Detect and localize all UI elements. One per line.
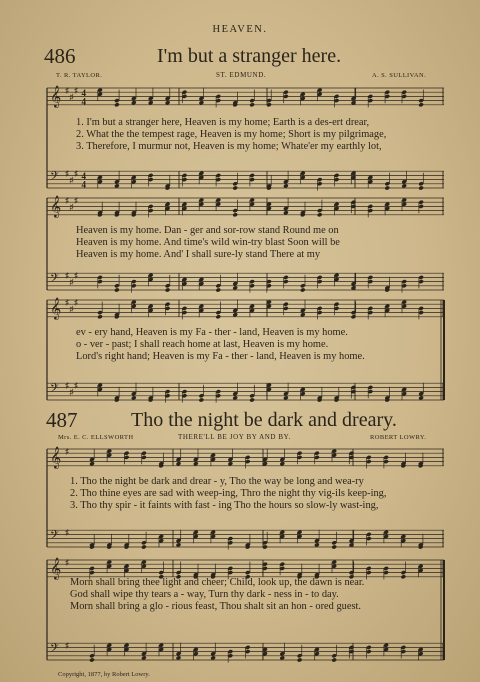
svg-text:♯: ♯	[65, 271, 69, 281]
hymn-title: Tho the night be dark and dreary.	[131, 409, 397, 431]
hymn-author: T. R. TAYLOR.	[56, 72, 103, 79]
lyric-line: 1. I'm but a stranger here, Heaven is my home; Earth is a des-ert drear,	[76, 117, 370, 128]
svg-text:♯: ♯	[74, 169, 78, 179]
copyright-notice: Copyright, 1877, by Robert Lowry.	[58, 671, 150, 678]
svg-text:♯: ♯	[65, 86, 69, 96]
hymn-number: 486	[44, 44, 76, 68]
svg-text:♯: ♯	[65, 196, 69, 206]
svg-text:4: 4	[81, 96, 86, 107]
lyric-line: Lord's right hand; Heaven is my Fa - ther - land, Heaven is my home.	[76, 351, 365, 363]
hymn-number: 487	[46, 408, 78, 432]
hymn-author: Mrs. E. C. ELLSWORTH	[58, 434, 134, 441]
lyric-line: 2. Tho thine eyes are sad with weep-ing, Thro the night thy vig-ils keep-ing,	[70, 488, 387, 500]
svg-text:𝄢: 𝄢	[50, 170, 60, 187]
hymn-tune: THERE'LL BE JOY BY AND BY.	[178, 433, 291, 441]
svg-text:♯: ♯	[65, 298, 69, 308]
lyric-line: Heaven is my home. And' I shall sure-ly stand There at my	[76, 249, 321, 261]
lyric-line: God shall wipe thy tears a - way, Turn thy dark - ness in - to day.	[70, 589, 339, 601]
lyric-line: 1. Tho the night be dark and drear - y, Tho the way be long and wea-ry	[70, 476, 364, 487]
hymn-composer: ROBERT LOWRY.	[370, 434, 427, 441]
lyric-line: ev - ery hand, Heaven is my Fa - ther - land, Heaven is my home.	[76, 327, 348, 338]
svg-text:𝄢: 𝄢	[50, 272, 60, 289]
lyric-line: Heaven is my home. Dan - ger and sor-row stand Round me on	[76, 225, 339, 236]
svg-text:𝄞: 𝄞	[50, 297, 62, 320]
svg-text:𝄞: 𝄞	[50, 85, 62, 108]
lyric-line: 2. What the the tempest rage, Heaven is my home; Short is my pilgrimage,	[76, 129, 387, 141]
svg-text:♯: ♯	[65, 169, 69, 179]
svg-text:♯: ♯	[74, 271, 78, 281]
hymn-composer: A. S. SULLIVAN.	[372, 72, 427, 79]
svg-text:♯: ♯	[74, 298, 78, 308]
svg-text:♯: ♯	[74, 86, 78, 96]
svg-text:4: 4	[81, 87, 86, 98]
lyric-line: Heaven is my home. And time's wild win-try blast Soon will be	[76, 237, 340, 249]
svg-text:𝄢: 𝄢	[50, 529, 60, 546]
section-heading: HEAVEN.	[212, 24, 268, 35]
svg-text:♯: ♯	[69, 304, 74, 314]
svg-text:4: 4	[81, 171, 86, 182]
svg-text:𝄢: 𝄢	[50, 382, 60, 399]
lyric-block	[76, 117, 386, 154]
svg-text:♯: ♯	[74, 381, 78, 391]
lyric-block	[70, 577, 364, 614]
svg-text:4: 4	[81, 179, 86, 190]
svg-text:♯: ♯	[69, 92, 74, 102]
lyric-line: Morn shall bring thee light and cheer; Child, look up, the dawn is near.	[70, 577, 365, 588]
lyric-block	[76, 225, 340, 262]
svg-text:♯: ♯	[69, 175, 74, 185]
svg-text:♯: ♯	[65, 641, 69, 651]
svg-text:♯: ♯	[65, 381, 69, 391]
svg-text:𝄢: 𝄢	[50, 642, 60, 659]
lyric-block	[70, 476, 386, 513]
svg-text:♯: ♯	[69, 277, 74, 287]
svg-text:♯: ♯	[69, 202, 74, 212]
svg-text:♯: ♯	[69, 387, 74, 397]
svg-text:♯: ♯	[74, 196, 78, 206]
lyric-line: 3. Therefore, I murmur not, Heaven is my home; Whate'er my earthly lot,	[76, 141, 382, 153]
svg-text:♯: ♯	[65, 528, 69, 538]
svg-text:♯: ♯	[65, 447, 69, 457]
svg-text:♯: ♯	[65, 558, 69, 568]
lyric-line: 3. Tho thy spir - it faints with fast - ing Tho the hours so slow-ly wast-ing,	[70, 500, 379, 512]
lyric-line: o - ver - past; I shall reach home at last, Heaven is my home.	[76, 339, 329, 351]
lyric-block	[76, 327, 365, 364]
hymn-title: I'm but a stranger here.	[157, 45, 342, 67]
hymn-tune: ST. EDMUND.	[216, 71, 267, 79]
svg-text:𝄞: 𝄞	[50, 446, 62, 469]
lyric-line: Morn shall bring a glo - rious feast, Thou shalt sit an hon - ored guest.	[70, 601, 361, 613]
svg-text:𝄞: 𝄞	[50, 557, 62, 580]
svg-text:𝄞: 𝄞	[50, 195, 62, 218]
